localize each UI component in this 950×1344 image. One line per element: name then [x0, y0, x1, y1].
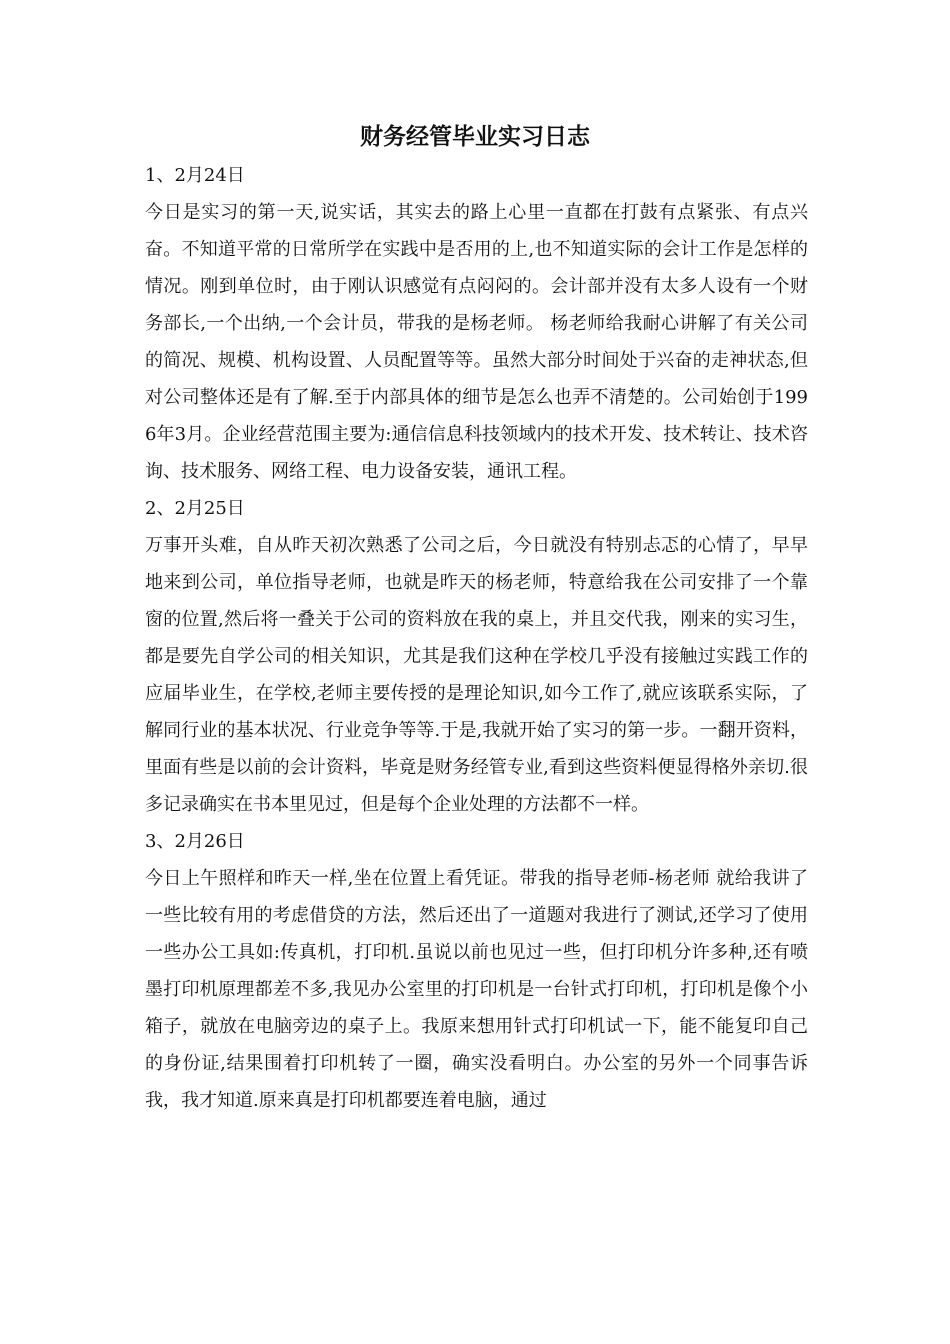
entry-paragraph-2: 万事开头难，自从昨天初次熟悉了公司之后，今日就没有特别忐忑的心情了，早早地来到公司，单位指导老师，也就是昨天的杨老师，特意给我在公司安排了一个靠窗的位置,然后将一叠关于公司的资料放在我的桌上，并且交代我，刚来的实习生，都是要先自学公司的相关知识，尤其是我们这种在学校几乎没有接触过实践工作的应届毕业生，在学校,老师主要传授的是理论知识,如今工作了,就应该联系实际，了解同行业的基本状况、行业竞争等等.于是,我就开始了实习的第一步。一翻开资料，里面有些是以前的会计资料，毕竟是财务经管专业,看到这些资料便显得格外亲切.很多记录确实在书本里见过，但是每个企业处理的方法都不一样。: [145, 535, 808, 815]
entry-paragraph-1: 今日是实习的第一天,说实话，其实去的路上心里一直都在打鼓有点紧张、有点兴奋。不知道平常的日常所学在实践中是否用的上,也不知道实际的会计工作是怎样的情况。刚到单位时，由于刚认识感觉有点闷闷的。会计部并没有太多人设有一个财务部长,一个出纳,一个会计员，带我的是杨老师。 杨老师给我耐心讲解了有关公司的简况、规模、机构设置、人员配置等等。虽然大部分时间处于兴奋的走神状态,但对公司整体还是有了解.至于内部具体的细节是怎么也弄不清楚的。公司始创于1996年3月。企业经营范围主要为:通信信息科技领域内的技术开发、技术转让、技术咨询、技术服务、网络工程、电力设备安装，通讯工程。: [145, 202, 808, 482]
entry-date-3: 3、2月26日: [145, 831, 245, 852]
document-body: [145, 157, 808, 1119]
entry-date-2: 2、2月25日: [145, 498, 245, 519]
entry-paragraph-3: 今日上午照样和昨天一样,坐在位置上看凭证。带我的指导老师-杨老师 就给我讲了一些比较有用的考虑借贷的方法，然后还出了一道题对我进行了测试,还学习了使用一些办公工具如:传真机，打印机.虽说以前也见过一些，但打印机分许多种,还有喷墨打印机原理都差不多,我见办公室里的打印机是一台针式打印机，打印机是像个小箱子，就放在电脑旁边的桌子上。我原来想用针式打印机试一下，能不能复印自己的身份证,结果围着打印机转了一圈，确实没看明白。办公室的另外一个同事告诉我，我才知道.原来真是打印机都要连着电脑，通过: [145, 868, 808, 1111]
entry-date-1: 1、2月24日: [145, 165, 245, 186]
document-title: 财务经管毕业实习日志: [360, 124, 590, 150]
